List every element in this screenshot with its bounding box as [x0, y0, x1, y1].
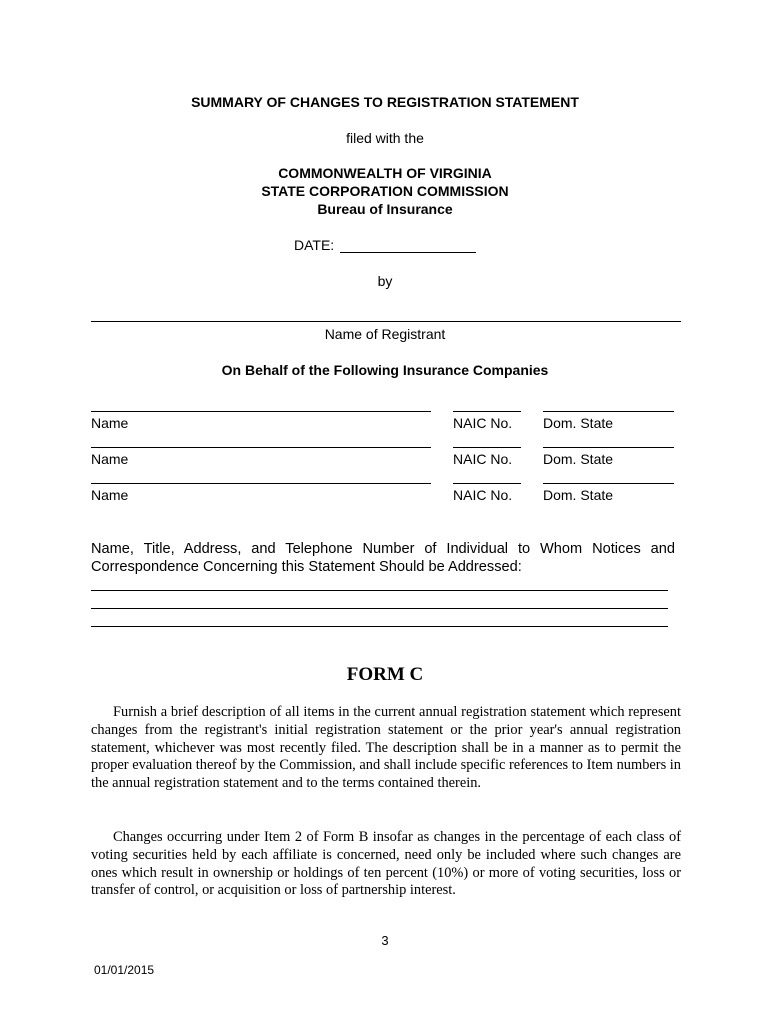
commonwealth-heading: COMMONWEALTH OF VIRGINIA	[278, 165, 492, 181]
state-label: Dom. State	[543, 487, 614, 503]
notices-line[interactable]	[91, 590, 668, 591]
naic-line[interactable]	[453, 447, 521, 448]
bureau-heading: Bureau of Insurance	[317, 201, 453, 217]
page-number: 3	[381, 933, 389, 948]
company-name-line[interactable]	[91, 411, 431, 412]
company-name-label: Name	[91, 451, 129, 467]
notices-line[interactable]	[91, 608, 668, 609]
company-name-line[interactable]	[91, 483, 431, 484]
commission-heading: STATE CORPORATION COMMISSION	[261, 183, 509, 199]
by-text: by	[377, 273, 393, 289]
notices-line[interactable]	[91, 626, 668, 627]
company-name-label: Name	[91, 487, 129, 503]
instructions-paragraph: Changes occurring under Item 2 of Form B insofar as changes in the percentage of each class of voting securities held by each affiliate is concerned, need only be included where such changes are ones which result in ownership or holdings of ten percent (10%) or more of voting securities, loss or transfer of control, or acquisition or loss of partnership interest.	[91, 829, 681, 899]
state-label: Dom. State	[543, 451, 614, 467]
notices-instructions: Name, Title, Address, and Telephone Number of Individual to Whom Notices and Correspondence Concerning this Statement Should be Addressed:	[91, 541, 675, 575]
registrant-name-line[interactable]	[91, 321, 681, 322]
state-line[interactable]	[543, 447, 674, 448]
naic-line[interactable]	[453, 483, 521, 484]
naic-label: NAIC No.	[453, 415, 513, 431]
instructions-paragraph: Furnish a brief description of all items in the current annual registration statement which represent changes from the registrant's initial registration statement or the prior year's annual registration statement, whichever was most recently filed. The description shall be in a manner as to permit the proper evaluation thereof by the Commission, and shall include specific references to Item numbers in the annual registration statement and to the terms contained therein.	[91, 704, 681, 792]
registrant-label: Name of Registrant	[324, 326, 446, 342]
naic-line[interactable]	[453, 411, 521, 412]
date-label: DATE:	[294, 237, 335, 253]
state-line[interactable]	[543, 411, 674, 412]
filed-with-text: filed with the	[346, 130, 424, 146]
state-line[interactable]	[543, 483, 674, 484]
company-name-line[interactable]	[91, 447, 431, 448]
revision-date: 01/01/2015	[94, 963, 155, 977]
naic-label: NAIC No.	[453, 487, 513, 503]
company-name-label: Name	[91, 415, 129, 431]
document-title: SUMMARY OF CHANGES TO REGISTRATION STATEMENT	[191, 94, 579, 110]
date-field-line[interactable]	[340, 252, 476, 253]
naic-label: NAIC No.	[453, 451, 513, 467]
form-title: FORM C	[346, 664, 424, 685]
state-label: Dom. State	[543, 415, 614, 431]
companies-heading: On Behalf of the Following Insurance Companies	[221, 362, 549, 378]
